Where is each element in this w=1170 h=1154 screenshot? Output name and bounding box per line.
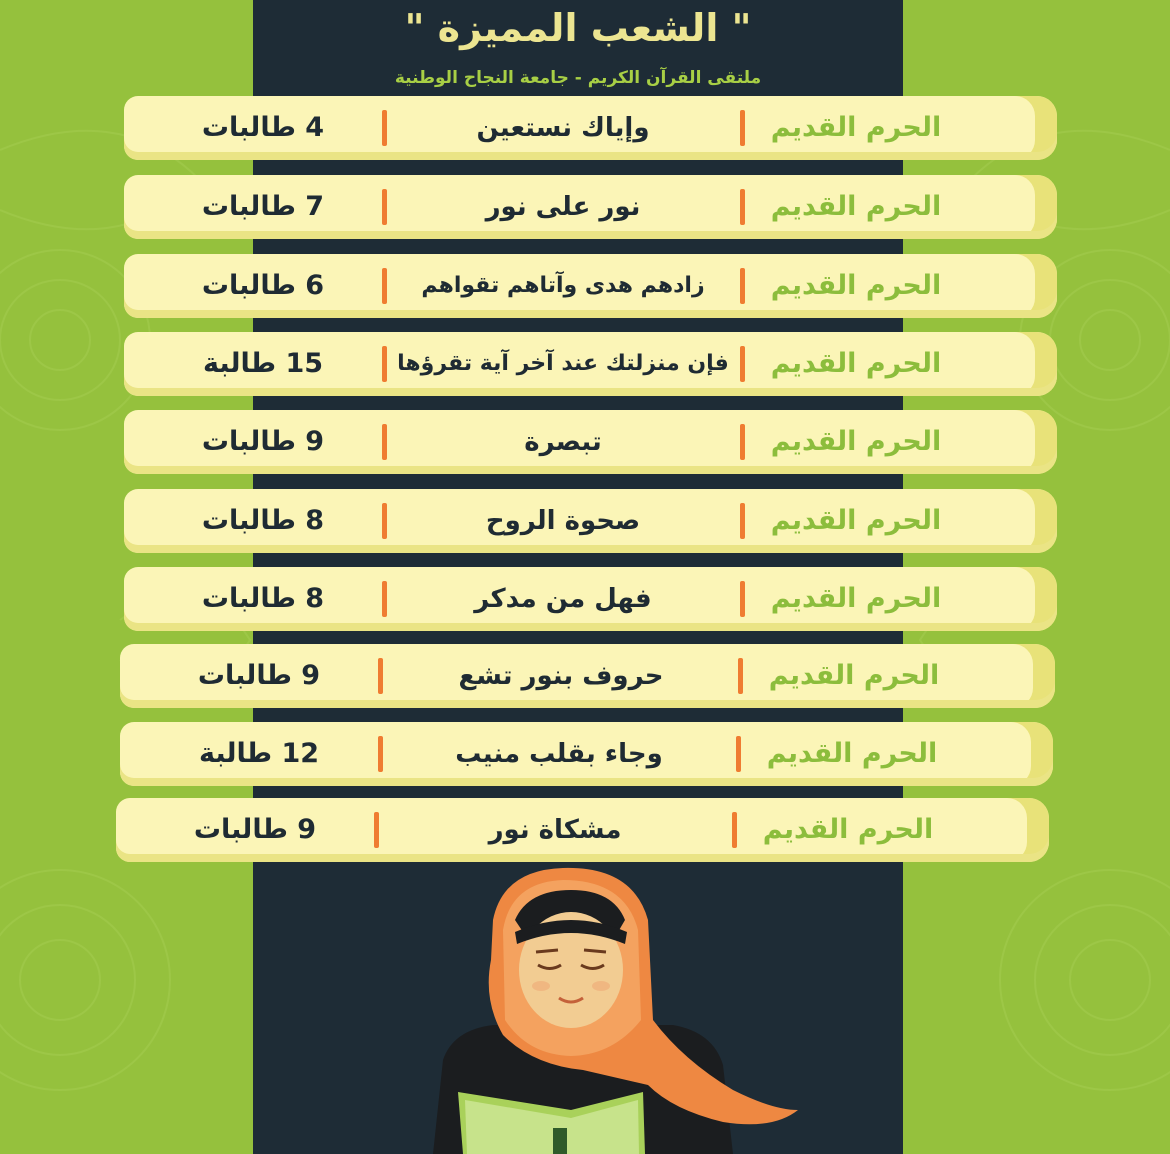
- list-item: [124, 96, 1057, 160]
- student-count: 12 طالبة: [198, 738, 320, 769]
- list-item: [124, 175, 1057, 239]
- separator: [382, 581, 387, 617]
- student-count: 9 طالبات: [193, 814, 317, 845]
- separator: [382, 268, 387, 304]
- section-name: وجاء بقلب منيب: [455, 739, 663, 769]
- section-name: مشكاة نور: [488, 815, 622, 845]
- woman-reading-quran-icon: [253, 860, 903, 1154]
- separator: [382, 503, 387, 539]
- location-label: الحرم القديم: [770, 348, 942, 379]
- list-item: [116, 798, 1049, 862]
- separator: [382, 346, 387, 382]
- list-item: [124, 410, 1057, 474]
- location-label: الحرم القديم: [770, 270, 942, 301]
- page-subtitle: ملتقى القرآن الكريم - جامعة النجاح الوطنية: [394, 68, 762, 88]
- section-name: نور على نور: [485, 192, 641, 222]
- student-count: 8 طالبات: [201, 505, 325, 536]
- section-name: فهل من مدكر: [474, 584, 652, 614]
- location-label: الحرم القديم: [766, 738, 938, 769]
- student-count: 7 طالبات: [201, 191, 325, 222]
- location-label: الحرم القديم: [770, 191, 942, 222]
- separator: [378, 736, 383, 772]
- section-name: صحوة الروح: [485, 506, 641, 536]
- student-count: 9 طالبات: [201, 426, 325, 457]
- list-item: [124, 332, 1057, 396]
- separator: [378, 658, 383, 694]
- student-count: 8 طالبات: [201, 583, 325, 614]
- separator: [382, 424, 387, 460]
- separator: [382, 189, 387, 225]
- section-name: فإن منزلتك عند آخر آية تقرؤها: [397, 351, 729, 376]
- location-label: الحرم القديم: [770, 426, 942, 457]
- student-count: 6 طالبات: [201, 270, 325, 301]
- separator: [374, 812, 379, 848]
- section-name: وإياك نستعين: [476, 113, 650, 143]
- section-name: تبصرة: [524, 427, 602, 457]
- student-count: 4 طالبات: [201, 112, 325, 143]
- page-title: " الشعب المميزة ": [404, 6, 752, 50]
- student-count: 15 طالبة: [202, 348, 324, 379]
- location-label: الحرم القديم: [770, 505, 942, 536]
- location-label: الحرم القديم: [768, 660, 940, 691]
- list-item: [124, 567, 1057, 631]
- section-name: زادهم هدى وآتاهم تقواهم: [421, 273, 705, 298]
- list-item: [120, 722, 1053, 786]
- location-label: الحرم القديم: [762, 814, 934, 845]
- list-item: [124, 489, 1057, 553]
- section-name: حروف بنور تشع: [458, 661, 664, 691]
- location-label: الحرم القديم: [770, 583, 942, 614]
- location-label: الحرم القديم: [770, 112, 942, 143]
- list-item: [124, 254, 1057, 318]
- student-count: 9 طالبات: [197, 660, 321, 691]
- separator: [382, 110, 387, 146]
- list-item: [120, 644, 1055, 708]
